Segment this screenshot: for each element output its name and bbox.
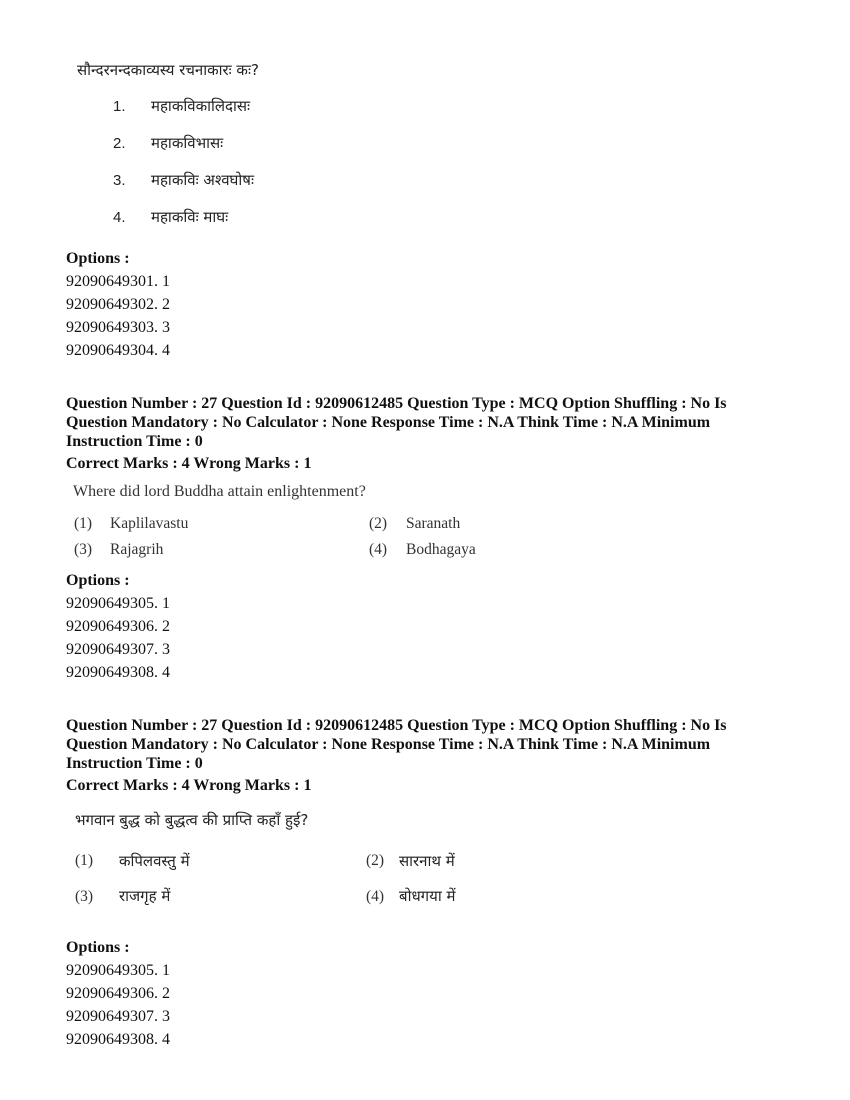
choice-text: बोधगया में	[399, 887, 456, 905]
options-heading: Options :	[66, 250, 130, 267]
choice-text: Rajagrih	[110, 541, 164, 558]
choice-number: 3.	[113, 172, 126, 189]
choice-text: सारनाथ में	[399, 852, 455, 870]
choice-number: (2)	[369, 515, 388, 532]
choice-number: (1)	[75, 852, 94, 869]
choice-text: महाकविकालिदासः	[151, 97, 251, 115]
option-line: 92090649306. 2	[66, 618, 170, 635]
question-meta-line: Question Mandatory : No Calculator : None Response Time : N.A Think Time : N.A Minimum	[66, 736, 711, 753]
option-line: 92090649308. 4	[66, 1031, 170, 1048]
question-text: भगवान बुद्ध को बुद्धत्व की प्राप्ति कहाँ हुई?	[75, 811, 309, 829]
question-meta-line: Instruction Time : 0	[66, 755, 203, 772]
choice-text: महाकविभासः	[151, 134, 224, 152]
option-line: 92090649305. 1	[66, 962, 170, 979]
options-heading: Options :	[66, 939, 130, 956]
choice-number: (2)	[366, 852, 385, 869]
option-line: 92090649308. 4	[66, 664, 170, 681]
question-meta-line: Instruction Time : 0	[66, 433, 203, 450]
choice-text: महाकविः माघः	[151, 208, 229, 226]
choice-number: (4)	[369, 541, 388, 558]
choice-text: कपिलवस्तु में	[119, 852, 190, 870]
option-line: 92090649307. 3	[66, 1008, 170, 1025]
marks-line: Correct Marks : 4 Wrong Marks : 1	[66, 455, 312, 472]
choice-text: Kaplilavastu	[110, 515, 189, 532]
option-line: 92090649301. 1	[66, 273, 170, 290]
option-line: 92090649307. 3	[66, 641, 170, 658]
choice-text: महाकविः अश्वघोषः	[151, 171, 254, 189]
choice-number: 1.	[113, 98, 126, 115]
option-line: 92090649302. 2	[66, 296, 170, 313]
choice-text: Saranath	[406, 515, 461, 532]
choice-number: (3)	[75, 888, 94, 905]
question-text: Where did lord Buddha attain enlightenment?	[73, 483, 366, 500]
question-text: सौन्दरनन्दकाव्यस्य रचनाकारः कः?	[77, 61, 259, 79]
option-line: 92090649304. 4	[66, 342, 170, 359]
choice-number: (1)	[74, 515, 93, 532]
question-meta-line: Question Number : 27 Question Id : 92090612485 Question Type : MCQ Option Shuffling : No Is	[66, 717, 727, 734]
choice-number: 4.	[113, 209, 126, 226]
choice-text: राजगृह में	[119, 887, 171, 905]
choice-number: (4)	[366, 888, 385, 905]
choice-text: Bodhagaya	[406, 541, 476, 558]
option-line: 92090649305. 1	[66, 595, 170, 612]
marks-line: Correct Marks : 4 Wrong Marks : 1	[66, 777, 312, 794]
question-meta-line: Question Mandatory : No Calculator : None Response Time : N.A Think Time : N.A Minimum	[66, 414, 711, 431]
options-heading: Options :	[66, 572, 130, 589]
choice-number: (3)	[74, 541, 93, 558]
option-line: 92090649306. 2	[66, 985, 170, 1002]
question-meta-line: Question Number : 27 Question Id : 92090612485 Question Type : MCQ Option Shuffling : No Is	[66, 395, 727, 412]
option-line: 92090649303. 3	[66, 319, 170, 336]
choice-number: 2.	[113, 135, 126, 152]
